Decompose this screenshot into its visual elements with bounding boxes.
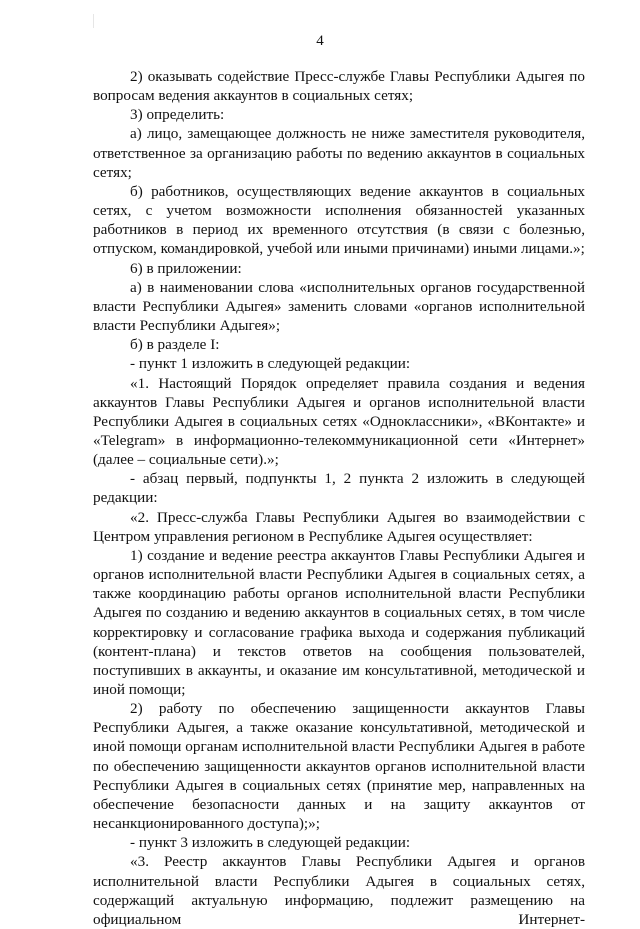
paragraph: б) работников, осуществляющих ведение аккаунтов в социальных сетях, с учетом возможности исполнения обязанностей указанных работников в период их временного отсутствия (в связи с болезнью, отпуском, командировкой, учебой или иными причинами) иными лицами.»; — [93, 182, 585, 258]
paragraph: - пункт 1 изложить в следующей редакции: — [130, 355, 411, 373]
paragraph: - абзац первый, подпункты 1, 2 пункта 2 изложить в следующей редакции: — [93, 470, 585, 507]
paragraph: - пункт 3 изложить в следующей редакции: — [130, 834, 411, 852]
paragraph: б) в разделе I: — [130, 336, 220, 354]
paragraph: 2) работу по обеспечению защищенности аккаунтов Главы Республики Адыгея, а также оказание консультативной, методической и иной помощи органам исполнительной власти Республики Адыгея в работе по обеспечению защищенности аккаунтов органов исполнительной власти Республики Адыгея в социальных сетях (принятие мер, направленных на обеспечение безопасности данных и на защиту аккаунтов от несанкционированного доступа);»; — [93, 700, 585, 833]
paragraph: «1. Настоящий Порядок определяет правила создания и ведения аккаунтов Главы Республики Адыгея и органов исполнительной власти Республики Адыгея в социальных сетях «Одноклассники», «ВКонтакте» и «Telegram» в информационно-телекоммуникационной сети «Интернет» (далее – социальные сети).»; — [93, 374, 585, 469]
scan-edge-mark — [93, 14, 94, 28]
paragraph: 1) создание и ведение реестра аккаунтов Главы Республики Адыгея и органов исполнительной власти Республики Адыгея в социальных сетях, а также координацию работы органов исполнительной власти Республики Адыгея по созданию и ведению аккаунтов в социальных сетях, в том числе корректировку и согласование графика выхода и содержания публикаций (контент-плана) и текстов ответов на сообщения пользователей, поступивших в аккаунты, и оказание им консультативной, методической и иной помощи; — [93, 546, 585, 698]
paragraph: «3. Реестр аккаунтов Главы Республики Адыгея и органов исполнительной власти Республики Адыгея в социальных сетях, содержащий актуальную информацию, подлежит размещению на официальном Интернет- — [93, 853, 585, 928]
paragraph: 3) определить: — [130, 106, 225, 124]
paragraph: а) лицо, замещающее должность не ниже заместителя руководителя, ответственное за организацию работы по ведению аккаунтов в социальных сетях; — [93, 125, 585, 181]
page-number: 4 — [316, 33, 324, 49]
paragraph: 6) в приложении: — [130, 259, 242, 277]
paragraph: а) в наименовании слова «исполнительных органов государственной власти Республики Адыгея» заменить словами «органов исполнительной власти Республики Адыгея»; — [93, 278, 585, 335]
document-body — [93, 67, 585, 929]
paragraph: 2) оказывать содействие Пресс-службе Главы Республики Адыгея по вопросам ведения аккаунтов в социальных сетях; — [93, 68, 585, 105]
paragraph: «2. Пресс-служба Главы Республики Адыгея во взаимодействии с Центром управления регионом в Республике Адыгея осуществляет: — [93, 508, 585, 545]
